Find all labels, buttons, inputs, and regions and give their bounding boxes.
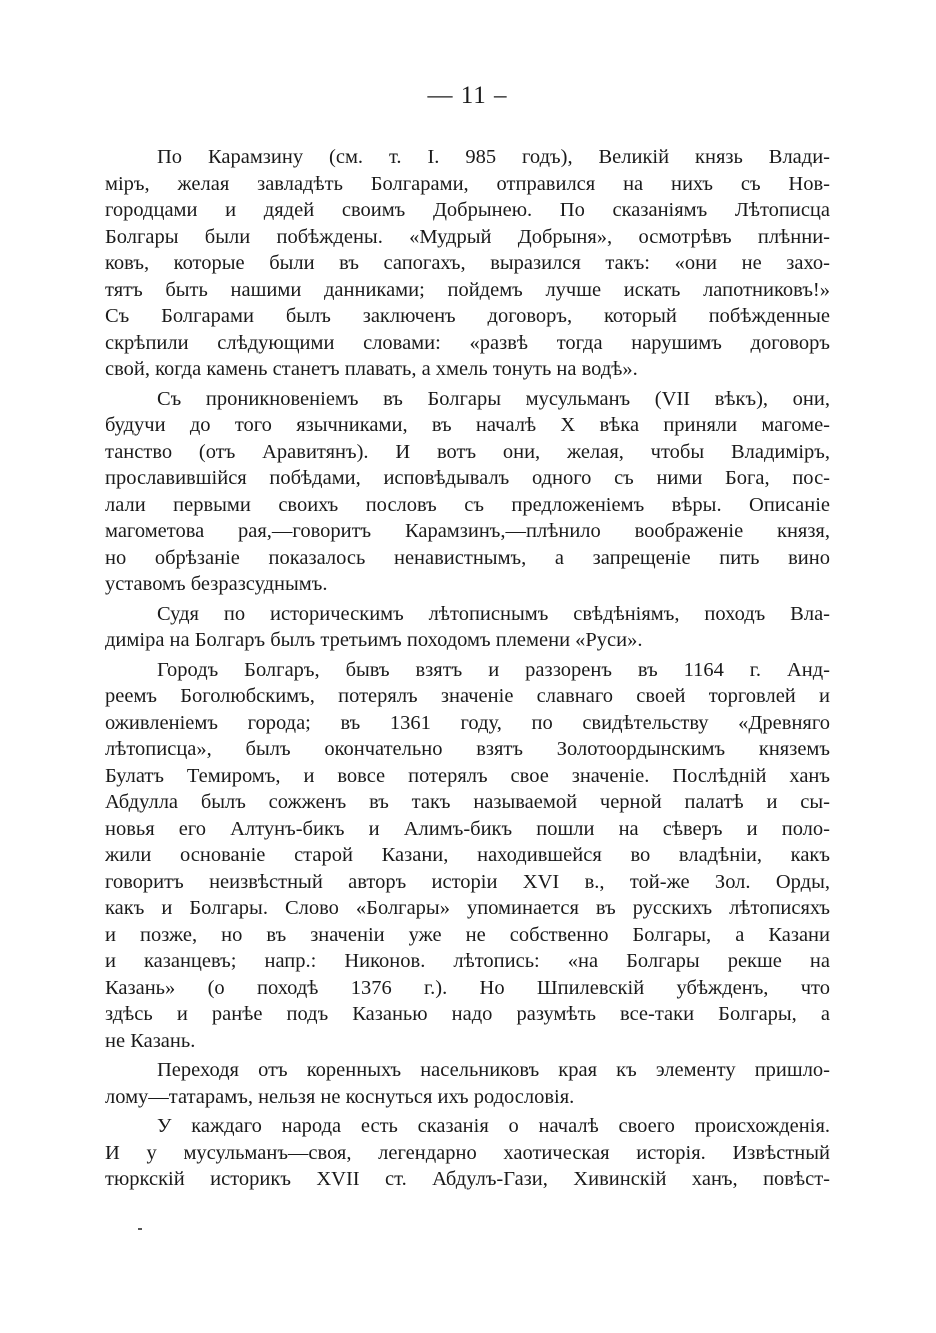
text-line: танство (отъ Аравитянъ). И вотъ они, желая, чтобы Владиміръ, bbox=[105, 440, 830, 463]
text-line: свой, когда камень станетъ плавать, а хмель тонуть на водѣ». bbox=[105, 358, 638, 380]
text-line: диміра на Болгаръ былъ третьимъ походомъ племени «Руси». bbox=[105, 629, 643, 651]
text-line: какъ и Болгары. Слово «Болгары» упоминается въ русскихъ лѣтописяхъ bbox=[105, 897, 830, 919]
text-line: и казанцевъ; напр.: Никонов. лѣтопись: «на Болгары рекше на bbox=[105, 950, 830, 972]
text-line: и позже, но въ значеніи уже не собственно Болгары, а Казани bbox=[105, 923, 830, 946]
paragraph bbox=[105, 386, 830, 598]
text-line: Судя по историческимъ лѣтописнымъ свѣдѣніямъ, походъ Вла- bbox=[157, 602, 830, 625]
text-line: жили основаніе старой Казани, находившейся во владѣніи, какъ bbox=[105, 844, 830, 866]
text-line: не Казань. bbox=[105, 1029, 196, 1052]
body-text bbox=[105, 144, 830, 1193]
paragraph bbox=[105, 1057, 830, 1110]
text-line: тюркскій историкъ XVII ст. Абдулъ-Гази, Хивинскій ханъ, повѣст- bbox=[105, 1168, 830, 1190]
text-line: Городъ Болгаръ, бывъ взятъ и раззоренъ въ 1164 г. Анд- bbox=[157, 658, 830, 681]
scan-speck bbox=[138, 1228, 142, 1230]
paragraph bbox=[105, 601, 830, 654]
paragraph bbox=[105, 144, 830, 383]
document-page bbox=[105, 78, 830, 1196]
text-line: По Карамзину (см. т. I. 985 годъ), Великій князь Влади- bbox=[157, 146, 830, 168]
text-line: Булатъ Темиромъ, и вовсе потерялъ свое значеніе. Послѣдній ханъ bbox=[105, 764, 830, 787]
text-line: говоритъ неизвѣстный авторъ исторіи XVI в., той-же Зол. Орды, bbox=[105, 870, 830, 893]
text-line: лому—татарамъ, нельзя не коснуться ихъ родословія. bbox=[105, 1085, 575, 1108]
text-line: оживленіемъ города; въ 1361 году, по свидѣтельству «Древняго bbox=[105, 711, 830, 734]
text-line: Съ проникновеніемъ въ Болгары мусульманъ (VII вѣкъ), они, bbox=[157, 387, 830, 410]
text-line: городцами и дядей своимъ Добрынею. По сказаніямъ Лѣтописца bbox=[105, 199, 830, 221]
text-line: лѣтописца», былъ окончательно взятъ Золотоордынскимъ княземъ bbox=[105, 738, 830, 760]
paragraph bbox=[105, 657, 830, 1055]
text-line: тятъ быть нашими данниками; пойдемъ лучше искать лапотниковъ!» bbox=[105, 278, 830, 301]
text-line: реемъ Боголюбскимъ, потерялъ значеніе славнаго своей торговлей и bbox=[105, 685, 830, 707]
text-line: прославившійся побѣдами, исповѣдывалъ одного съ ними Бога, пос- bbox=[105, 467, 830, 489]
text-line: но обрѣзаніе показалось ненавистнымъ, а запрещеніе пить вино bbox=[105, 546, 830, 569]
text-line: ковъ, которые были въ сапогахъ, выразился такъ: «они не захо- bbox=[105, 252, 830, 274]
text-line: Абдулла былъ сожженъ въ такъ называемой черной палатѣ и сы- bbox=[105, 791, 830, 813]
text-line: будучи до того язычниками, въ началѣ X вѣка приняли магоме- bbox=[105, 414, 830, 436]
text-line: Съ Болгарами былъ заключенъ договоръ, который побѣжденные bbox=[105, 305, 830, 327]
text-line: Переходя отъ коренныхъ насельниковъ края къ элементу пришло- bbox=[157, 1059, 830, 1081]
paragraph bbox=[105, 1113, 830, 1193]
page-number: — 11 – bbox=[427, 82, 508, 109]
text-line: новья его Алтунъ-бикъ и Алимъ-бикъ пошли на сѣверъ и поло- bbox=[105, 817, 830, 840]
text-line: магометова рая,—говоритъ Карамзинъ,—плѣнило воображеніе князя, bbox=[105, 520, 830, 542]
text-line: скрѣпили слѣдующими словами: «развѣ тогда нарушимъ договоръ bbox=[105, 331, 830, 354]
text-line: здѣсь и ранѣе подъ Казанью надо разумѣть все-таки Болгары, а bbox=[105, 1003, 830, 1025]
text-line: И у мусульманъ—своя, легендарно хаотическая исторія. Извѣстный bbox=[105, 1141, 830, 1164]
text-line: уставомъ безразсуднымъ. bbox=[105, 573, 328, 595]
text-line: лали первыми своихъ пословъ съ предложеніемъ вѣры. Описаніе bbox=[105, 493, 830, 516]
text-line: Казань» (о походѣ 1376 г.). Но Шпилевскій убѣжденъ, что bbox=[105, 976, 830, 999]
text-line: У каждаго народа есть сказанія о началѣ своего происхожденія. bbox=[157, 1115, 830, 1137]
text-line: міръ, желая завладѣть Болгарами, отправился на нихъ съ Нов- bbox=[105, 172, 830, 195]
text-line: Болгары были побѣждены. «Мудрый Добрыня», осмотрѣвъ плѣнни- bbox=[105, 225, 830, 248]
